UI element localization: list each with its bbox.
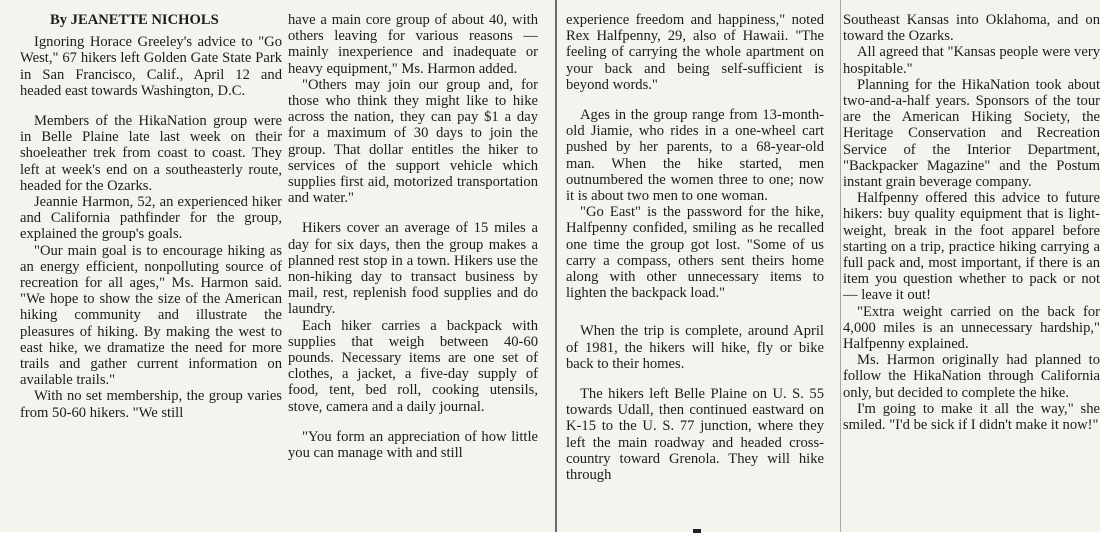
- paragraph: "Our main goal is to encourage hiking as an energy efficient, nonpolluting source of recreation for all ages," Ms. Harmon said. "We hope to show the size of the American hiking community and illustrate the pleasures of hiking. By making the west to east hike, we dramatize the need for more trails and gather current information on available trails.": [20, 242, 282, 389]
- paragraph: The hikers left Belle Plaine on U. S. 55 towards Udall, then continued eastward on K-15 to the U. S. 77 junction, where they left the main roadway and headed cross-country toward Grenola. They will hike through: [566, 386, 824, 484]
- paragraph: have a main core group of about 40, with others leaving for various reasons — mainly inexperience and inadequate or heavy equipment," Ms. Harmon added.: [288, 12, 538, 77]
- byline: By JEANETTE NICHOLS: [50, 12, 219, 28]
- paragraph: Halfpenny offered this advice to future hikers: buy quality equipment that is light-weight, break in the foot apparel before starting on a trip, practice hiking carrying a full pack and, most important, if there is an item you question whether to pack or not — leave it out!: [843, 190, 1100, 304]
- paragraph: Ignoring Horace Greeley's advice to "Go West," 67 hikers left Golden Gate State Park in San Francisco, Calif., April 12 and headed east towards Washington, D.C.: [20, 34, 282, 99]
- article-column-1: [20, 12, 282, 537]
- ink-mark: [693, 529, 701, 533]
- clipping-bottom-edge: [0, 532, 1100, 540]
- paragraph: Ages in the group range from 13-month-old Jiamie, who rides in a one-wheel cart pushed by her parents, to a 68-year-old man. When the hike started, men outnumbered the women three to one; now it is about two men to one woman.: [566, 107, 824, 205]
- column-rule: [840, 0, 841, 540]
- paragraph: Jeannie Harmon, 52, an experienced hiker and California pathfinder for the group, explained the group's goals.: [20, 194, 282, 243]
- paragraph: "Others may join our group and, for those who think they might like to hike across the nation, they can pay $1 a day for a maximum of 30 days to join the group. That dollar entitles the hiker to services of the support vehicle which supplies first aid, motorized transportation and water.": [288, 76, 538, 207]
- paragraph: experience freedom and happiness," noted Rex Halfpenny, 29, also of Hawaii. "The feeling of carrying the whole apartment on your back and being self-sufficient is beyond words.": [566, 12, 824, 93]
- article-column-3: [566, 12, 824, 537]
- paragraph: With no set membership, the group varies from 50-60 hikers. "We still: [20, 388, 282, 421]
- paragraph: Southeast Kansas into Oklahoma, and on toward the Ozarks.: [843, 12, 1100, 45]
- paragraph: All agreed that "Kansas people were very hospitable.": [843, 44, 1100, 77]
- paragraph: Hikers cover an average of 15 miles a day for six days, then the group makes a planned rest stop in a town. Hikers use the non-hiking day to transact business by mail, rest, replenish food supplies and do laundry.: [288, 220, 538, 318]
- paragraph: Ms. Harmon originally had planned to follow the HikaNation through California only, but decided to complete the hike.: [843, 352, 1100, 401]
- paragraph: Members of the HikaNation group were in Belle Plaine late last week on their shoeleather trek from coast to coast. They left at week's end on a southeasterly route, headed for the Ozarks.: [20, 113, 282, 194]
- paragraph: "Go East" is the password for the hike, Halfpenny confided, smiling as he recalled one time the group got lost. "Some of us carry a compass, others sent theirs home along with other unnecessary items to lighten the backpack load.": [566, 204, 824, 302]
- paragraph: "You form an appreciation of how little you can manage with and still: [288, 428, 538, 462]
- paragraph: "Extra weight carried on the back for 4,000 miles is an unnecessary hardship," Halfpenny explained.: [843, 303, 1100, 353]
- paragraph: I'm going to make it all the way," she smiled. "I'd be sick if I didn't make it now!": [843, 400, 1100, 434]
- paragraph: When the trip is complete, around April of 1981, the hikers will hike, fly or bike back to their homes.: [566, 323, 824, 372]
- paragraph: Planning for the HikaNation took about two-and-a-half years. Sponsors of the tour are the American Hiking Society, the Heritage Conservation and Recreation Service of the Interior Department, "Backpacker Magazine" and the Postum instant grain beverage company.: [843, 76, 1100, 191]
- article-column-2: [288, 12, 538, 537]
- paper-fold-line: [555, 0, 557, 540]
- paragraph: Each hiker carries a backpack with supplies that weigh between 40-60 pounds. Necessary items are one set of clothes, a jacket, a five-day supply of food, tent, bed roll, cooking utensils, stove, camera and a daily journal.: [288, 317, 538, 415]
- article-column-4: [843, 12, 1100, 537]
